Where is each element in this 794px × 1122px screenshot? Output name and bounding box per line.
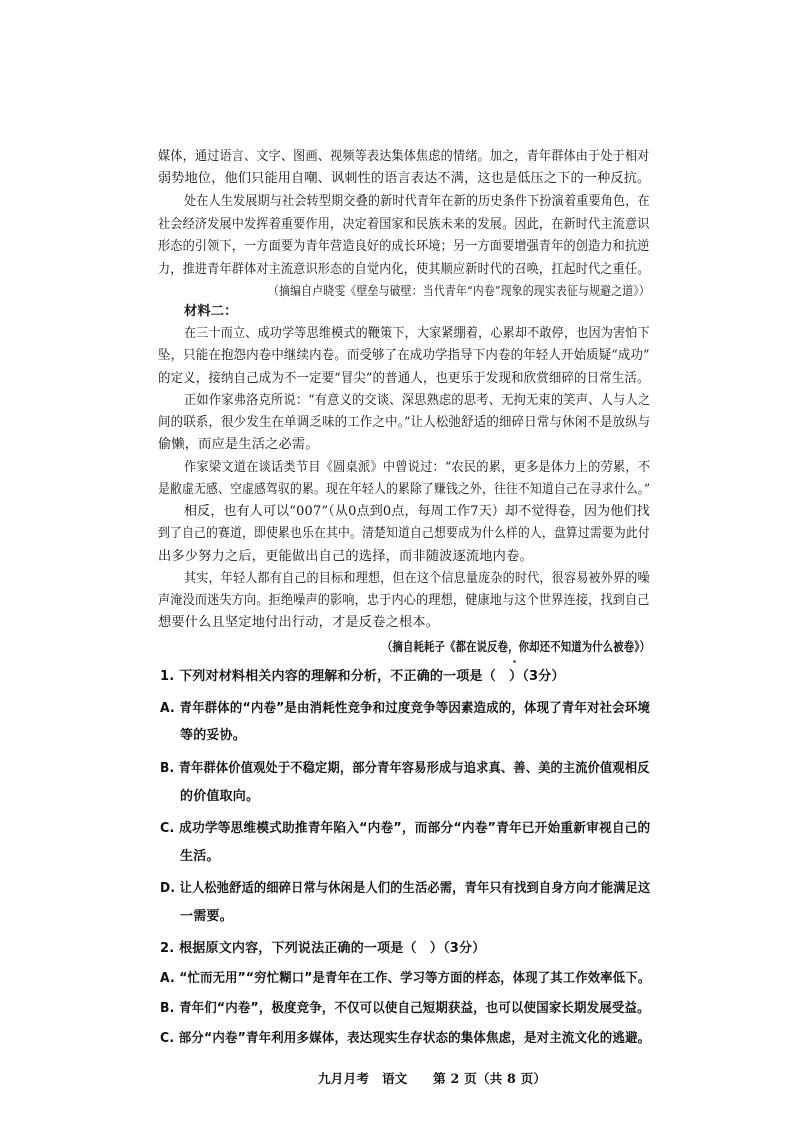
paragraph-2-line-4: 力，推进青年群体对主流意识形态的自觉内化，使其顺应新时代的召唤，扛起时代之重任。 (158, 262, 650, 277)
paragraph-2-line-2: 社会经济发展中发挥着重要作用，决定着国家和民族未来的发展。因此，在新时代主流意识 (158, 217, 650, 232)
question-2-stem: 2. 根据原文内容，下列说法正确的一项是（ ）（3分） (160, 941, 486, 956)
paragraph-1-line-2: 弱势地位，他们只能用自嘲、讽刺性的语言表达不满，这也是低压之下的一种反抗。 (158, 171, 651, 186)
paragraph-2-line-1: 处在人生发展期与社会转型期交叠的新时代青年在新的历史条件下扮演着重要角色，在 (184, 194, 650, 209)
paragraph-1-line-1: 媒体，通过语言、文字、图画、视频等表达集体焦虑的情绪。加之，青年群体由于处于相对 (158, 149, 650, 164)
question-1-option-c-line-1: C. 成功学等思维模式助推青年陷入“内卷”，而部分“内卷”青年已开始重新审视自己的 (160, 821, 651, 836)
material-2-line-8: 是敝虚无感、空虚感驾驭的累。现在年轻人的累除了赚钱之外，往往不知道自己在寻求什么。” (158, 482, 651, 497)
material-2-line-10: 到了自己的赛道，即使累也乐在其中。清楚知道自己想要成为什么样的人，盘算过需要为此付 (158, 526, 650, 541)
material-2-heading: 材料二： (184, 304, 238, 319)
question-1-option-c-line-2: 生活。 (180, 849, 220, 864)
question-1-option-a-line-2: 等的妥协。 (180, 728, 247, 743)
material-2-line-9: 相反，也有人可以“007”（从0点到0点，每周工作7天）却不觉得卷，因为他们找 (184, 504, 650, 519)
material-2-line-4: 正如作家弗洛克所说：“有意义的交谈、深思熟虑的思考、无拘无束的笑声、人与人之 (184, 393, 651, 408)
scan-speck (513, 660, 516, 663)
material-2-line-11: 出多少努力之后，更能做出自己的选择，而非随波逐流地内卷。 (158, 549, 533, 564)
question-2-option-b: B. 青年们“内卷”，极度竞争，不仅可以使自己短期获益，也可以使国家长期发展受益。 (160, 1001, 650, 1016)
material-2-line-7: 作家梁文道在谈话类节目《圆桌派》中曾说过：“农民的累，更多是体力上的劳累，不 (184, 460, 651, 475)
material-2-line-13: 声淹没而迷失方向。拒绝噪声的影响，忠于内心的理想，健康地与这个世界连接，找到自己 (158, 593, 650, 608)
material-2-line-3: 的定义，接纳自己成为不一定要“冒尖”的普通人，也更乐于发现和欣赏细碎的日常生活。 (158, 371, 650, 386)
question-1-option-d-line-1: D. 让人松弛舒适的细碎日常与休闲是人们的生活必需，青年只有找到自身方向才能满足这 (160, 881, 651, 896)
source-citation-1: （摘编自卢晓雯《壁垒与破壁：当代青年“内卷”现象的现实表征与规避之道》） (268, 283, 650, 298)
material-2-line-6: 偷懒，而应是生活之必需。 (158, 437, 319, 452)
question-1-option-d-line-2: 一需要。 (180, 909, 233, 924)
question-1-stem: 1. 下列对材料相关内容的理解和分析，不正确的一项是（ ）（3分） (160, 669, 565, 684)
question-2-option-c: C. 部分“内卷”青年利用多媒体，表达现实生存状态的集体焦虑，是对主流文化的逃避。 (160, 1031, 651, 1046)
material-2-line-1: 在三十而立、成功学等思维模式的鞭策下，大家紧绷着，心累却不敢停，也因为害怕下 (184, 326, 650, 341)
source-citation-2: （摘自耗耗子《都在说反卷，你却还不知道为什么被卷》） (382, 639, 651, 654)
question-1-option-b-line-2: 的价值取向。 (180, 789, 260, 804)
paragraph-2-line-3: 形态的引领下，一方面要为青年营造良好的成长环境；另一方面要增强青年的创造力和抗逆 (158, 239, 650, 254)
material-2-line-5: 间的联系，很少发生在单调乏味的工作之中。”让人松弛舒适的细碎日常与休闲不是放纵与 (158, 415, 651, 430)
material-2-line-12: 其实，年轻人都有自己的目标和理想，但在这个信息量庞杂的时代，很容易被外界的噪 (184, 571, 650, 586)
page-footer: 九月月考 语文 第 2 页（共 8 页） (318, 1071, 547, 1086)
question-1-option-a-line-1: A. 青年群体的“内卷”是由消耗性竞争和过度竞争等因素造成的，体现了青年对社会环境 (160, 701, 651, 716)
material-2-line-14: 想要什么且坚定地付出行动，才是反卷之根本。 (158, 615, 440, 630)
material-2-line-2: 坠，只能在抱怨内卷中继续内卷。而受够了在成功学指导下内卷的年轻人开始质疑“成功” (158, 348, 650, 363)
question-1-option-b-line-1: B. 青年群体价值观处于不稳定期，部分青年容易形成与追求真、善、美的主流价值观相反 (160, 761, 650, 776)
question-2-option-a: A. “忙而无用”“穷忙糊口”是青年在工作、学习等方面的样态，体现了其工作效率低下。 (160, 971, 651, 986)
